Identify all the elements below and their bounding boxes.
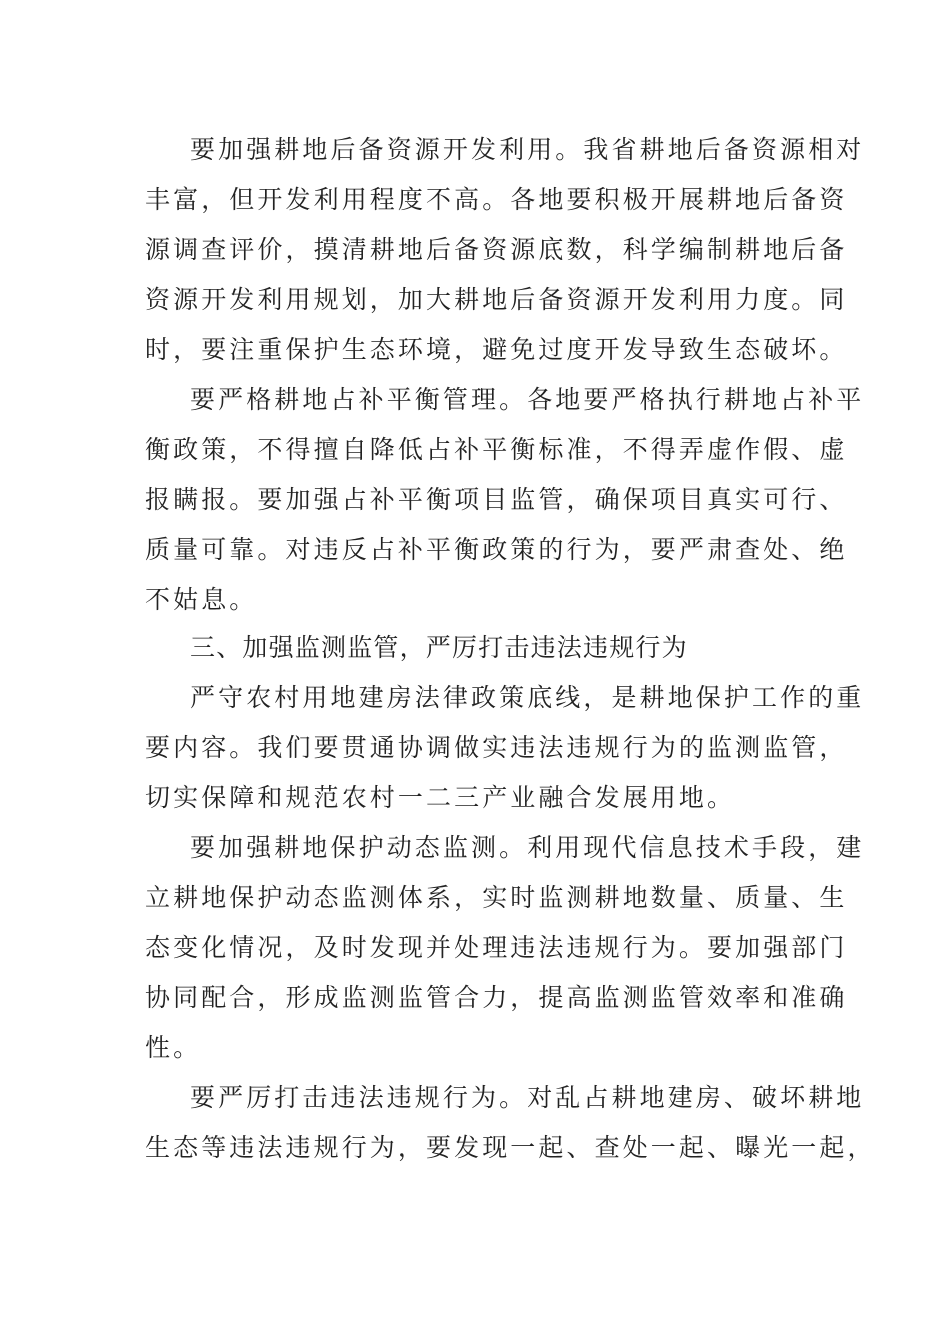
paragraph-line: 严守农村用地建房法律政策底线，是耕地保护工作的重 (190, 683, 865, 712)
paragraph-line: 源调查评价，摸清耕地后备资源底数，科学编制耕地后备 (145, 235, 848, 264)
paragraph-line: 态变化情况，及时发现并处理违法违规行为。要加强部门 (145, 933, 848, 962)
paragraph-line: 不姑息。 (145, 585, 258, 614)
paragraph-line: 时，要注重保护生态环境，避免过度开发导致生态破坏。 (145, 335, 848, 364)
paragraph-line: 要严厉打击违法违规行为。对乱占耕地建房、破坏耕地 (190, 1083, 865, 1112)
paragraph-line: 要严格耕地占补平衡管理。各地要严格执行耕地占补平 (190, 385, 865, 414)
paragraph-line: 要内容。我们要贯通协调做实违法违规行为的监测监管， (145, 733, 848, 762)
paragraph-line: 要加强耕地保护动态监测。利用现代信息技术手段，建 (190, 833, 865, 862)
section-heading: 三、加强监测监管，严厉打击违法违规行为 (190, 633, 688, 662)
paragraph-line: 质量可靠。对违反占补平衡政策的行为，要严肃查处、绝 (145, 535, 848, 564)
paragraph-line: 衡政策，不得擅自降低占补平衡标准，不得弄虚作假、虚 (145, 435, 848, 464)
paragraph-line: 立耕地保护动态监测体系，实时监测耕地数量、质量、生 (145, 883, 848, 912)
paragraph-line: 性。 (145, 1033, 202, 1062)
paragraph-line: 报瞒报。要加强占补平衡项目监管，确保项目真实可行、 (145, 485, 848, 514)
paragraph-line: 要加强耕地后备资源开发利用。我省耕地后备资源相对 (190, 135, 865, 164)
paragraph-line: 资源开发利用规划，加大耕地后备资源开发利用力度。同 (145, 285, 848, 314)
paragraph-line: 切实保障和规范农村一二三产业融合发展用地。 (145, 783, 736, 812)
paragraph-line: 协同配合，形成监测监管合力，提高监测监管效率和准确 (145, 983, 848, 1012)
paragraph-line: 丰富，但开发利用程度不高。各地要积极开展耕地后备资 (145, 185, 848, 214)
paragraph-line: 生态等违法违规行为，要发现一起、查处一起、曝光一起， (145, 1133, 876, 1162)
